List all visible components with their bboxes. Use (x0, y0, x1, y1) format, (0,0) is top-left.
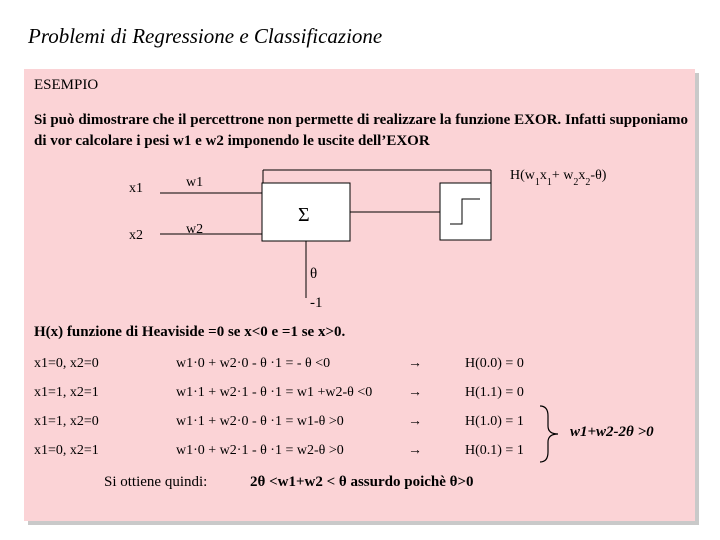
heaviside-definition: H(x) funzione di Heaviside =0 se x<0 e =1 se x>0. (34, 324, 346, 340)
conclusion-statement: 2θ <w1+w2 < θ assurdo poichè θ>0 (250, 474, 474, 490)
conclusion-prefix: Si ottiene quindi: (104, 474, 208, 490)
theta-label: θ (310, 266, 318, 282)
weight1-label: w1 (186, 175, 204, 190)
side-conclusion: w1+w2-2θ >0 (570, 424, 654, 440)
row-3-result: H(1.0) = 1 (465, 414, 524, 429)
row-2-result: H(1.1) = 0 (465, 385, 524, 400)
row-2-inputs: x1=1, x2=1 (34, 385, 99, 400)
row-2-equation: w1·1 + w2·1 - θ ·1 = w1 +w2-θ <0 (176, 385, 373, 400)
row-4-arrow: → (408, 443, 422, 458)
input1-label: x1 (129, 181, 143, 196)
bias-label: -1 (310, 295, 323, 311)
row-4-result: H(0.1) = 1 (465, 443, 524, 458)
row-4-inputs: x1=0, x2=1 (34, 443, 99, 458)
output-formula: $H(w_1x_1+ w_2x_2-\theta)$ (510, 168, 607, 188)
brace-icon (536, 404, 564, 464)
weight2-label: w2 (186, 222, 204, 237)
row-3-inputs: x1=1, x2=0 (34, 414, 99, 429)
row-1-equation: w1·0 + w2·0 - θ ·1 = - θ <0 (176, 356, 331, 371)
slide-title: Problemi di Regressione e Classificazione (28, 24, 383, 48)
sigma-symbol: Σ (298, 204, 310, 226)
activation-box (440, 183, 491, 240)
row-3-equation: w1·1 + w2·0 - θ ·1 = w1-θ >0 (176, 414, 344, 429)
row-4-equation: w1·0 + w2·1 - θ ·1 = w2-θ >0 (176, 443, 344, 458)
row-2-arrow: → (408, 385, 422, 400)
example-label: ESEMPIO (34, 77, 99, 93)
row-1-inputs: x1=0, x2=0 (34, 356, 99, 371)
row-1-arrow: → (408, 356, 422, 371)
input2-label: x2 (129, 228, 143, 243)
intro-paragraph: Si può dimostrare che il percettrone non permette di realizzare la funzione EXOR. Infatti supponiamo di vor calcolare i pesi w1 e w2 imponendo le uscite dell’EXOR (34, 112, 688, 149)
row-3-arrow: → (408, 414, 422, 429)
row-1-result: H(0.0) = 0 (465, 356, 524, 371)
